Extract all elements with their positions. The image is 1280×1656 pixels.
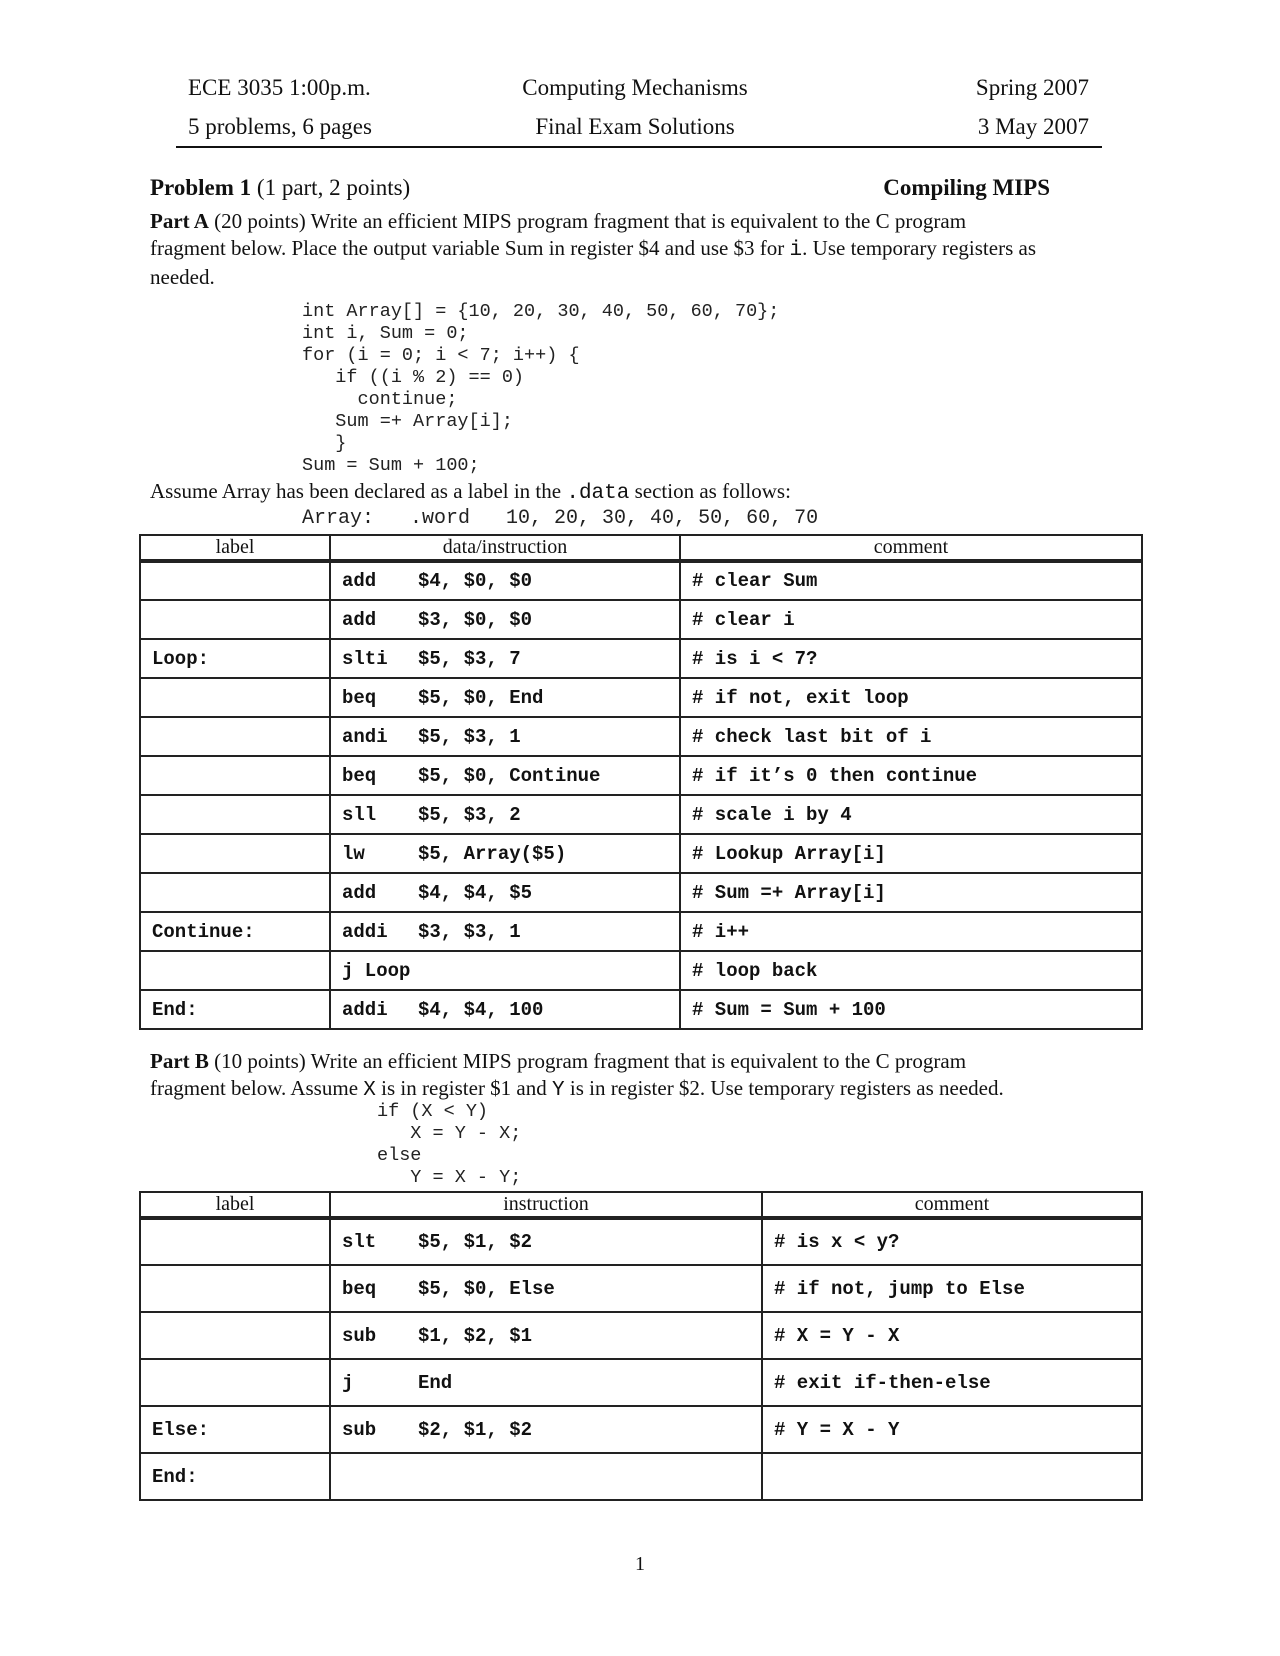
header-date: 3 May 2007 — [977, 114, 1089, 139]
row-label — [140, 1359, 330, 1406]
row-label — [140, 600, 330, 639]
row-opcode: sub — [342, 1418, 377, 1441]
row-instruction — [330, 639, 680, 678]
row-comment — [762, 1453, 1142, 1500]
row-label: Loop: — [140, 639, 330, 678]
part-b-c-code — [377, 1101, 521, 1189]
row-comment: # clear i — [680, 600, 1142, 639]
code-line: Y = X - Y; — [377, 1167, 522, 1188]
part-b-var-y: Y — [552, 1079, 565, 1102]
table-row — [140, 1359, 1142, 1406]
row-comment: # scale i by 4 — [680, 795, 1142, 834]
row-label — [140, 1218, 330, 1265]
header-rule — [176, 146, 1102, 148]
row-operands: $5, $3, 2 — [418, 803, 521, 826]
row-label — [140, 873, 330, 912]
row-opcode: slti — [342, 647, 388, 670]
row-instruction — [330, 873, 680, 912]
header-term: Spring 2007 — [975, 75, 1089, 100]
row-operands: $4, $0, $0 — [418, 570, 533, 592]
row-comment: # check last bit of i — [680, 717, 1142, 756]
table-row — [140, 912, 1142, 951]
table-row — [140, 1312, 1142, 1359]
col-header-comment: comment — [762, 1192, 1142, 1218]
row-opcode: add — [342, 881, 377, 904]
row-opcode: beq — [342, 1277, 377, 1300]
table-header-row — [140, 535, 1142, 561]
row-operands: $5, $3, 7 — [418, 647, 521, 670]
code-line: continue; — [302, 389, 458, 410]
row-operands: $5, $0, End — [418, 686, 544, 709]
row-label — [140, 717, 330, 756]
problem-title — [150, 175, 410, 201]
table-header-row — [140, 1192, 1142, 1218]
table-row — [140, 1406, 1142, 1453]
row-comment: # clear Sum — [680, 561, 1142, 600]
row-label: Continue: — [140, 912, 330, 951]
part-a-line-2 — [150, 235, 1130, 264]
code-line: else — [377, 1145, 422, 1166]
col-header-instruction: data/instruction — [330, 535, 680, 561]
part-b-line-2 — [150, 1075, 1130, 1104]
part-a-desc-1: (20 points) Write an efficient MIPS program fragment that is equivalent to the C program — [214, 209, 967, 233]
row-opcode: addi — [342, 920, 388, 943]
row-comment: # loop back — [680, 951, 1142, 990]
code-line: Sum = Sum + 100; — [302, 455, 480, 476]
table-row — [140, 834, 1142, 873]
row-instruction — [330, 1406, 762, 1453]
row-instruction — [330, 1359, 762, 1406]
row-comment: # is i < 7? — [680, 639, 1142, 678]
row-opcode: lw — [342, 842, 365, 865]
part-a-c-code — [302, 301, 779, 477]
part-b-desc-2b: is in register $1 and — [375, 1076, 553, 1100]
part-a-desc-2: fragment below. Place the output variable Sum in register $4 and use $3 for — [150, 236, 790, 260]
col-header-instruction: instruction — [330, 1192, 762, 1218]
row-label: End: — [140, 990, 330, 1029]
problem-title-row — [150, 175, 1050, 203]
table-row — [140, 990, 1142, 1029]
part-a-line-1 — [150, 208, 1130, 235]
assume-pre: Assume Array has been declared as a label in the — [150, 479, 567, 503]
row-instruction — [330, 756, 680, 795]
row-operands: $3, $0, $0 — [418, 608, 533, 631]
row-label — [140, 561, 330, 600]
row-label — [140, 756, 330, 795]
table-row — [140, 873, 1142, 912]
row-opcode: beq — [342, 764, 377, 787]
row-operands: $3, $3, 1 — [418, 920, 521, 943]
row-instruction — [330, 561, 680, 600]
row-opcode: beq — [342, 686, 377, 709]
row-opcode: andi — [342, 725, 388, 748]
row-instruction — [330, 1453, 762, 1500]
row-instruction — [330, 834, 680, 873]
header-course: ECE 3035 1:00p.m. — [188, 75, 371, 100]
code-line: } — [302, 433, 347, 454]
part-a-var-i: i — [789, 239, 803, 262]
part-a-assume — [150, 478, 1130, 507]
table-row — [140, 1265, 1142, 1312]
row-operands: $5, $0, Continue — [418, 764, 601, 787]
table-row — [140, 678, 1142, 717]
row-operands: $5, $3, 1 — [418, 725, 521, 748]
row-label: End: — [140, 1453, 330, 1500]
row-opcode: add — [342, 608, 377, 631]
row-instruction — [330, 795, 680, 834]
code-line: if (X < Y) — [377, 1101, 489, 1122]
row-opcode: sub — [342, 1324, 377, 1347]
row-comment: # X = Y - X — [762, 1312, 1142, 1359]
row-label — [140, 1265, 330, 1312]
row-comment: # i++ — [680, 912, 1142, 951]
page-number: 1 — [635, 1553, 645, 1575]
row-comment: # if not, jump to Else — [762, 1265, 1142, 1312]
row-label — [140, 951, 330, 990]
code-line: X = Y - X; — [377, 1123, 522, 1144]
code-line: Sum =+ Array[i]; — [302, 411, 513, 432]
row-instruction — [330, 678, 680, 717]
row-comment: # Sum =+ Array[i] — [680, 873, 1142, 912]
row-instruction — [330, 1312, 762, 1359]
row-operands: $2, $1, $2 — [418, 1418, 533, 1441]
problem-topic: Compiling MIPS — [883, 175, 1050, 200]
row-instruction — [330, 600, 680, 639]
part-a-label: Part A — [150, 209, 209, 233]
row-opcode: sll — [342, 803, 377, 826]
row-operands: $1, $2, $1 — [418, 1324, 533, 1347]
row-comment: # if not, exit loop — [680, 678, 1142, 717]
row-comment: # Lookup Array[i] — [680, 834, 1142, 873]
part-a-desc-3: . Use temporary registers as — [802, 236, 1036, 260]
row-opcode: j — [342, 1371, 354, 1394]
part-b-var-x: X — [363, 1079, 376, 1102]
row-instruction — [330, 1265, 762, 1312]
part-a-table — [139, 534, 1143, 1030]
problem-number: Problem 1 — [150, 175, 252, 200]
col-header-label: label — [140, 535, 330, 561]
part-b-label: Part B — [150, 1049, 209, 1073]
part-a-description — [150, 208, 1130, 291]
row-comment: # Sum = Sum + 100 — [680, 990, 1142, 1029]
assume-data-keyword: .data — [566, 482, 630, 505]
code-line: int Array[] = {10, 20, 30, 40, 50, 60, 70}; — [302, 301, 780, 322]
header-subject: Computing Mechanisms — [522, 75, 748, 100]
table-row — [140, 1218, 1142, 1265]
part-b-desc-2c: is in register $2. Use temporary registers as needed. — [564, 1076, 1004, 1100]
row-label: Else: — [140, 1406, 330, 1453]
row-label — [140, 795, 330, 834]
part-b-description — [150, 1048, 1130, 1104]
table-row — [140, 639, 1142, 678]
row-operands: $5, Array($5) — [418, 842, 567, 865]
row-instruction — [330, 951, 680, 990]
part-b-desc-2a: fragment below. Assume — [150, 1076, 364, 1100]
code-line: int i, Sum = 0; — [302, 323, 469, 344]
part-a-line-3: needed. — [150, 265, 215, 289]
row-operands: $4, $4, $5 — [418, 881, 533, 904]
header-counts: 5 problems, 6 pages — [188, 114, 372, 139]
row-label — [140, 834, 330, 873]
row-instruction — [330, 912, 680, 951]
assume-post: section as follows: — [629, 479, 791, 503]
code-line: for (i = 0; i < 7; i++) { — [302, 345, 580, 366]
part-b-desc-1: (10 points) Write an efficient MIPS program fragment that is equivalent to the C program — [214, 1049, 967, 1073]
row-opcode: addi — [342, 998, 388, 1021]
row-opcode: slt — [342, 1231, 377, 1253]
row-operands: $4, $4, 100 — [418, 998, 544, 1021]
row-operands: $5, $1, $2 — [418, 1231, 533, 1253]
row-comment: # is x < y? — [762, 1218, 1142, 1265]
col-header-comment: comment — [680, 535, 1142, 561]
row-comment: # exit if-then-else — [762, 1359, 1142, 1406]
row-comment: # if it’s 0 then continue — [680, 756, 1142, 795]
col-header-label: label — [140, 1192, 330, 1218]
part-b-table — [139, 1191, 1143, 1501]
row-comment: # Y = X - Y — [762, 1406, 1142, 1453]
row-opcode: add — [342, 570, 377, 592]
row-instruction — [330, 990, 680, 1029]
row-instruction — [330, 717, 680, 756]
row-operands: End — [418, 1371, 453, 1394]
row-label — [140, 678, 330, 717]
part-b-line-1 — [150, 1048, 1130, 1075]
table-row — [140, 1453, 1142, 1500]
row-label — [140, 1312, 330, 1359]
table-row — [140, 717, 1142, 756]
row-opcode: j Loop — [342, 959, 411, 982]
table-row — [140, 951, 1142, 990]
header-exam: Final Exam Solutions — [535, 114, 735, 139]
table-row — [140, 795, 1142, 834]
table-row — [140, 756, 1142, 795]
array-declaration: Array: .word 10, 20, 30, 40, 50, 60, 70 — [302, 507, 819, 530]
problem-meta: (1 part, 2 points) — [256, 175, 411, 200]
code-line: if ((i % 2) == 0) — [302, 367, 525, 388]
table-row — [140, 561, 1142, 600]
row-instruction — [330, 1218, 762, 1265]
table-row — [140, 600, 1142, 639]
row-operands: $5, $0, Else — [418, 1277, 555, 1300]
